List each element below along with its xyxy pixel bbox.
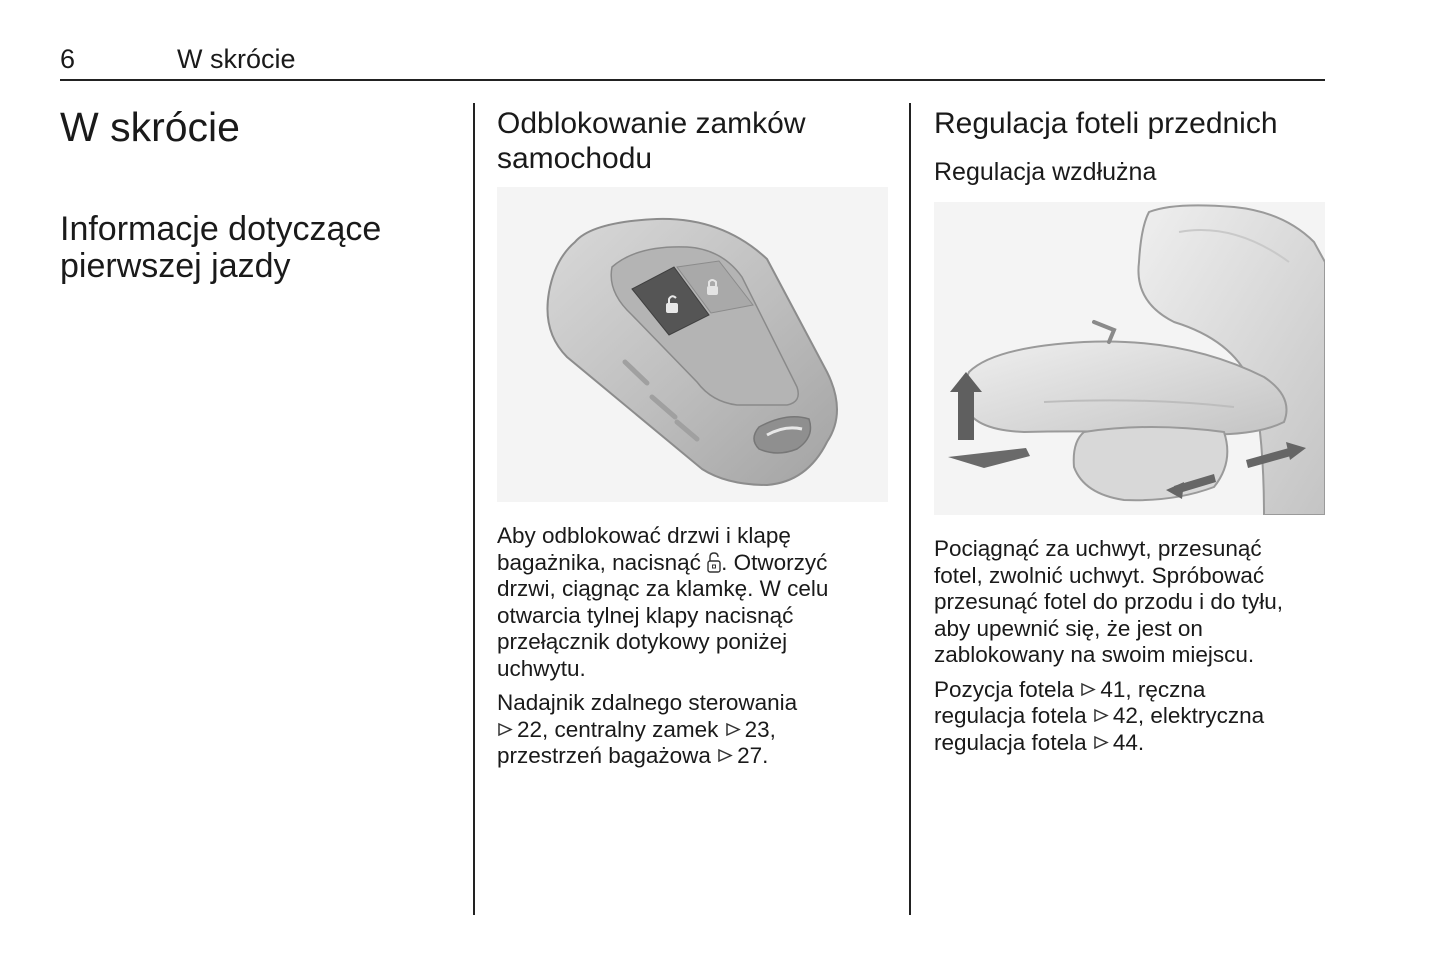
seat-adjustment-illustration <box>934 202 1325 515</box>
seat-heading: Regulacja foteli przednich <box>934 107 1278 140</box>
section-title-line: pierwszej jazdy <box>60 247 291 285</box>
page-number: 6 <box>60 44 76 74</box>
paragraph: Pociągnąć za uchwyt, przesunąć fotel, zwolnić uchwyt. Spróbować przesunąć fotel do przodu i do tyłu, aby upewnić się, że jest on zablokowany na swoim miejscu. <box>934 536 1283 667</box>
heading-line: Odblokowanie zamków <box>497 107 806 140</box>
paragraph: Aby odblokować drzwi i klapę bagażnika, nacisnąć . Otworzyć drzwi, ciągnąc za klamkę. W celu otwarcia tylnej klapy nacisnąć przełącznik dotykowy poniżej uchwytu. <box>497 523 829 681</box>
page-reference-icon[interactable] <box>1093 707 1110 724</box>
page-reference-icon[interactable] <box>1093 734 1110 751</box>
paragraph: Nadajnik zdalnego sterowania 22, centralny zamek 23, przestrzeń bagażowa 27. <box>497 690 798 768</box>
column-divider <box>473 103 475 915</box>
page-reference-icon[interactable] <box>497 721 514 738</box>
key-fob-illustration <box>497 187 888 502</box>
page-reference-icon[interactable] <box>725 721 742 738</box>
section-title <box>60 211 381 285</box>
chapter-title: W skrócie <box>60 104 240 150</box>
seat-subheading: Regulacja wzdłużna <box>934 158 1157 186</box>
unlock-instructions <box>497 523 892 778</box>
section-title-line: Informacje dotyczące <box>60 210 382 248</box>
page-reference-icon[interactable] <box>717 747 734 764</box>
paragraph: Pozycja fotela 41, ręczna regulacja fotela 42, elektryczna regulacja fotela 44. <box>934 676 1265 755</box>
seat-icon <box>934 202 1325 515</box>
page-reference-icon[interactable] <box>1080 681 1097 698</box>
heading-line: samochodu <box>497 142 653 175</box>
column-divider <box>909 103 911 915</box>
seat-instructions <box>934 536 1329 764</box>
car-key-icon <box>497 187 888 502</box>
unlock-heading <box>497 106 805 176</box>
header-divider <box>60 79 1325 81</box>
running-header: W skrócie <box>177 44 296 74</box>
unlock-icon <box>707 552 721 573</box>
